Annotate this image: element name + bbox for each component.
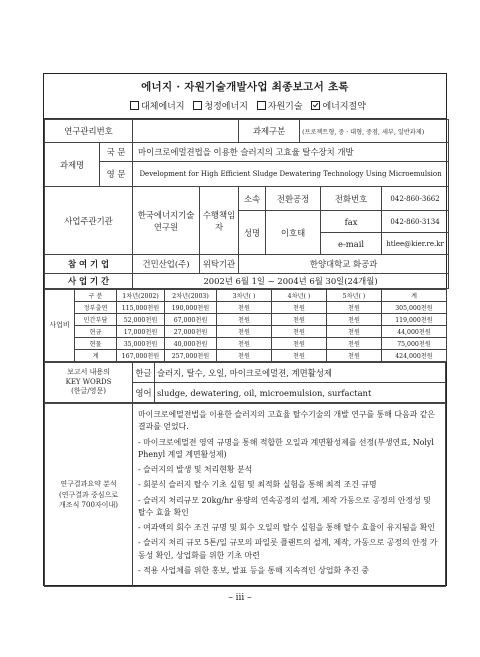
budget-header: 5차년( ) [327,290,382,302]
budget-row-label: 정부출연 [75,302,117,314]
budget-cell: 천원 [327,338,382,350]
task-name-label: 과제명 [45,143,100,187]
summary-label-line: 개조식 700자이내) [59,501,118,510]
name-label: 성명 [239,211,266,255]
tel-label: 전화번호 [321,187,382,211]
checkbox-energy-saving[interactable] [311,101,320,110]
table-row [45,326,447,338]
task-name-en-value: Development for High Efficient Sludge Dewatering Technology Using Microemulsion [133,162,449,187]
summary-label-line: (연구결과 중심으로 [58,490,119,499]
budget-header: 구 분 [75,290,117,302]
keywords-kr-value: 슬러지, 탈수, 오일, 마이크로에멀젼, 계면활성제 [155,363,446,383]
budget-cell: 천원 [272,302,327,314]
table-row [45,314,447,326]
budget-cell: 75,000천원 [382,338,447,350]
budget-header: 3차년( ) [217,290,272,302]
category-checkboxes [44,99,446,112]
task-name-kr-row [45,143,449,162]
summary-table [44,403,446,587]
checkbox-clean-energy[interactable] [193,101,202,110]
report-abstract-form [43,73,447,586]
budget-cell: 52,000천원 [117,314,165,326]
org-row-1 [45,187,449,211]
budget-cell: 40,000천원 [165,338,217,350]
participants-row [45,255,449,274]
task-type-label: 과제구분 [239,120,300,143]
org-name: 한국에너지기술연구원 [133,187,200,255]
budget-cell: 천원 [327,314,382,326]
budget-cell: 천원 [327,326,382,338]
budget-table [44,289,447,362]
checkbox-alternative-energy[interactable] [130,101,139,110]
budget-cell: 305,000천원 [382,302,447,314]
checkbox-resource-tech[interactable] [257,101,266,110]
lead-label: 수행책임자 [200,187,239,255]
budget-cell: 천원 [217,350,272,362]
task-name-en-label: 영 문 [100,162,133,187]
budget-cell: 17,000천원 [117,326,165,338]
table-row [45,338,447,350]
summary-label-line: 연구결과요약 분석 [60,480,117,489]
email-value: htlee@kier.re.kr [382,233,449,255]
info-table [44,119,449,289]
summary-paragraph: - 마이크로에멀젼 영역 규명을 통해 적합한 오일과 계면활성제를 선정(부생연료, Nolyl Phenyl 계열 계면활성제) [138,437,434,459]
category-label: 에너지절약 [322,102,366,112]
summary-row [45,404,446,587]
category-label: 자원기술 [267,102,303,112]
mgmt-row [45,120,449,143]
task-name-kr-label: 국 문 [100,143,133,162]
budget-cell: 천원 [217,314,272,326]
budget-cell: 천원 [272,350,327,362]
keywords-label-line: (한글/영문) [71,387,106,396]
budget-cell: 천원 [327,350,382,362]
keywords-label-line: KEY WORDS [65,377,112,386]
keywords-label-line: 보고서 내용의 [67,368,110,377]
name-value: 이호태 [266,211,321,255]
budget-cell: 천원 [272,314,327,326]
keywords-en-label: 영어 [133,383,155,403]
summary-paragraph: - 슬러지 처리 규모 5톤/일 규모의 파일롯 플랜트의 설계, 제작, 가동으로 공정의 안정 가동성 확인, 상업화를 위한 기초 마련 [138,538,438,560]
form-header [44,74,446,119]
keywords-kr-row [45,363,446,383]
consign-label: 위탁기관 [200,255,239,274]
budget-cell: 257,000천원 [165,350,217,362]
keywords-label [45,363,133,403]
budget-cell: 27,000천원 [165,326,217,338]
keywords-kr-label: 한글 [133,363,155,383]
org-label: 사업주관기관 [45,187,133,255]
budget-row-label: 민간부담 [75,314,117,326]
budget-header: 1차년(2002) [117,290,165,302]
budget-cell: 35,000천원 [117,338,165,350]
summary-paragraph: - 슬러지 처리규모 20kg/hr 용량의 연속공정의 설계, 제작 가동으로 공정의 안정성 및 탈수 효율 확인 [138,495,431,517]
task-name-en-row [45,162,449,187]
table-row [45,302,447,314]
fax-label: fax [321,211,382,233]
summary-paragraph: - 슬러지의 발생 및 처리현황 분석 [138,465,253,474]
budget-cell: 67,000천원 [165,314,217,326]
budget-cell: 천원 [327,302,382,314]
budget-row-label: 현물 [75,338,117,350]
budget-row-label: 현금 [75,326,117,338]
budget-cell: 천원 [272,338,327,350]
summary-label [45,404,133,587]
form-title: 에너지 · 자원기술개발사업 최종보고서 초록 [141,81,349,93]
summary-body [133,404,446,587]
category-label: 청정에너지 [204,102,248,112]
task-name-kr-value: 마이크로에멀젼법을 이용한 슬러지의 고효율 탈수장치 개발 [133,143,449,162]
consign-value: 한양대학교 화공과 [239,255,449,274]
mgmt-label: 연구관리번호 [45,120,133,143]
email-label: e-mail [321,233,382,255]
budget-row-label: 계 [75,350,117,362]
budget-cell: 167,000천원 [117,350,165,362]
page-number: – iii – [228,593,252,603]
summary-paragraph: 마이크로에멀젼법을 이용한 슬러지의 고효율 탈수기술의 개발 연구를 통해 다음과 같은 결과를 얻었다. [138,410,435,432]
budget-side-label: 사업비 [45,290,75,362]
budget-cell: 천원 [217,338,272,350]
budget-cell: 44,000천원 [382,326,447,338]
budget-cell: 천원 [217,302,272,314]
participants-label: 참 여 기 업 [45,255,133,274]
summary-paragraph: - 적용 사업체를 위한 홍보, 발표 등을 통해 지속적인 상업화 추진 중 [138,565,369,575]
summary-paragraph: - 회분식 슬러지 탈수 기초 실험 및 최적화 실험을 통해 최적 조건 규명 [138,480,377,490]
summary-paragraph: - 여과액의 회수 조건 규명 및 회수 오일의 탈수 실험을 통해 탈수 효율이 유지됨을 확인 [138,523,435,532]
task-type-value: (프로젝트형, 중 · 대형, 중점, 세부, 일반과제) [300,120,449,143]
table-row [45,350,447,362]
category-label: 대체에너지 [141,102,185,112]
mgmt-value [133,120,239,143]
keywords-table [44,362,446,403]
budget-cell: 천원 [272,326,327,338]
budget-cell: 190,000천원 [165,302,217,314]
dept-label: 소속 [239,187,266,211]
period-value: 2002년 6월 1일 ~ 2004년 6월 30일(24개월) [133,274,449,289]
budget-header: 2차년(2003) [165,290,217,302]
keywords-en-value: sludge, dewatering, oil, microemulsion, surfactant [155,383,446,403]
budget-cell: 424,000천원 [382,350,447,362]
budget-cell: 115,000천원 [117,302,165,314]
period-label: 사 업 기 간 [45,274,133,289]
budget-header: 4차년( ) [272,290,327,302]
fax-value: 042-860-3134 [382,211,449,233]
dept-value: 전환공정 [266,187,321,211]
budget-cell: 천원 [217,326,272,338]
budget-header-row [45,290,447,302]
tel-value: 042-860-3662 [382,187,449,211]
participants-company: 건민산업(주) [133,255,200,274]
budget-header: 계 [382,290,447,302]
budget-cell: 119,000천원 [382,314,447,326]
period-row [45,274,449,289]
